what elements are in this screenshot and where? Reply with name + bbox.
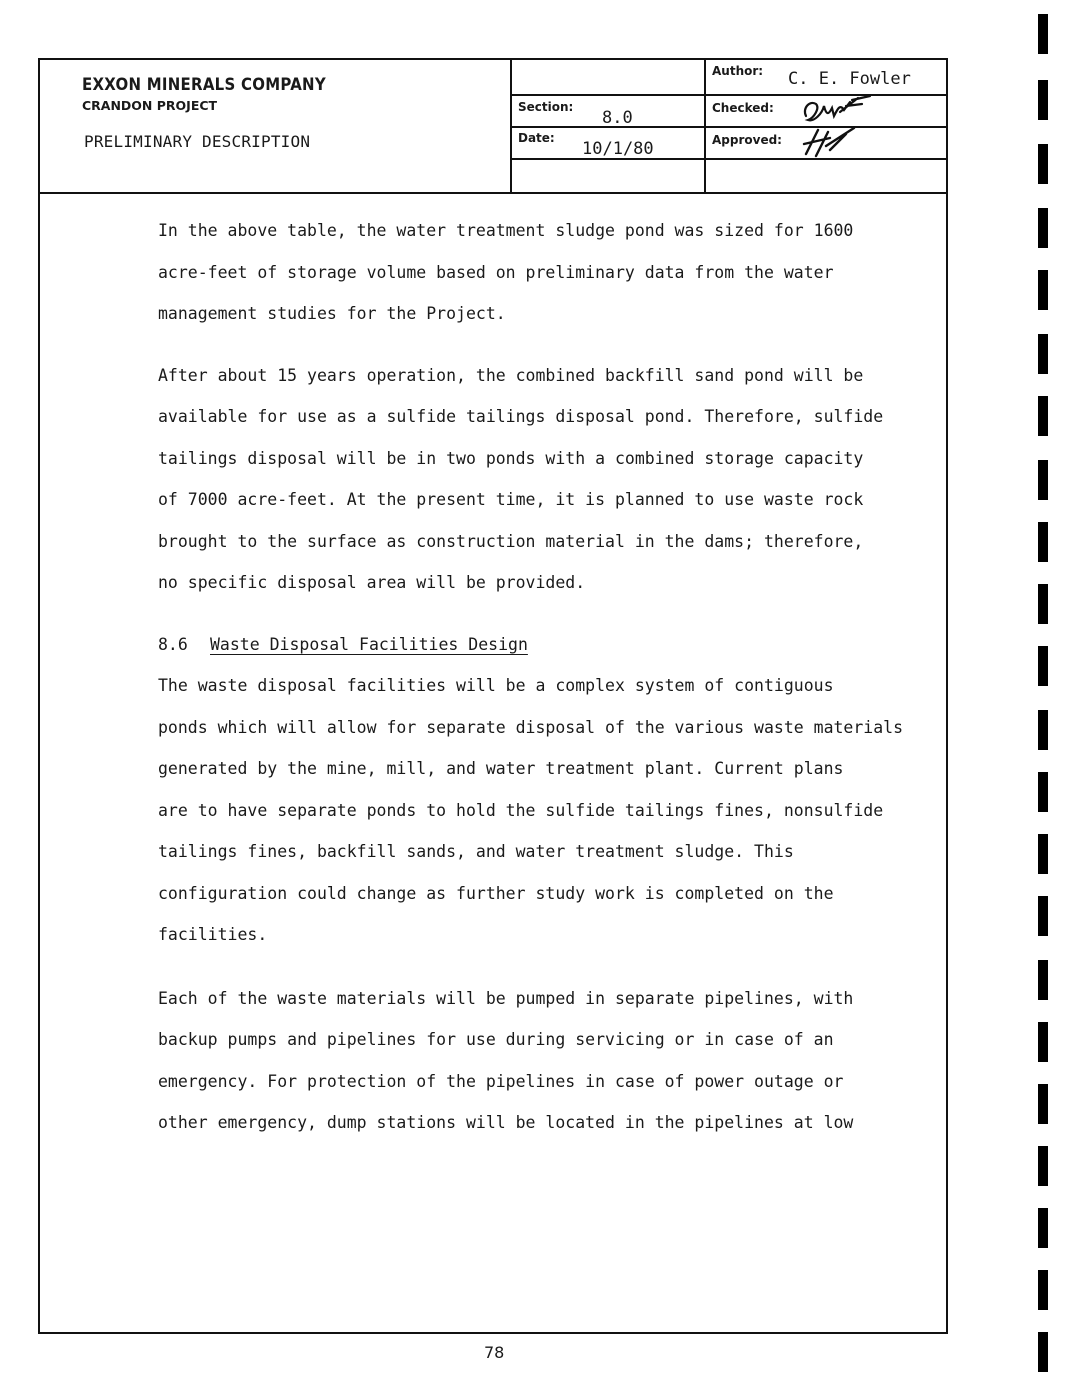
text-line: brought to the surface as construction material in the dams; therefore,	[158, 531, 864, 551]
checked-label: Checked:	[712, 101, 774, 115]
document-type: PRELIMINARY DESCRIPTION	[84, 132, 311, 151]
text-line: ponds which will allow for separate disposal of the various waste materials	[158, 717, 904, 737]
text-line: other emergency, dump stations will be located in the pipelines at low	[158, 1113, 854, 1132]
paragraph-pipelines	[158, 978, 948, 1144]
section-heading	[158, 624, 948, 666]
project-name: CRANDON PROJECT	[82, 98, 218, 113]
paragraph-sulfide-tailings	[158, 355, 948, 604]
author-value: C. E. Fowler	[788, 69, 911, 89]
text-line: facilities.	[158, 925, 268, 944]
text-line: available for use as a sulfide tailings disposal pond. Therefore, sulfide	[158, 407, 884, 426]
title-block-rule	[510, 126, 946, 128]
text-line: emergency. For protection of the pipelines in case of power outage or	[158, 1071, 844, 1091]
paragraph-sludge-pond	[158, 210, 948, 335]
document-body	[158, 210, 948, 1144]
page-frame	[38, 58, 948, 1334]
text-line: generated by the mine, mill, and water treatment plant. Current plans	[158, 759, 844, 778]
text-line: tailings disposal will be in two ponds with a combined storage capacity	[158, 448, 864, 468]
approved-signature	[800, 124, 860, 160]
text-line: are to have separate ponds to hold the sulfide tailings fines, nonsulfide	[158, 800, 884, 820]
text-line: Each of the waste materials will be pumped in separate pipelines, with	[158, 988, 854, 1008]
binding-holes	[1038, 14, 1052, 1374]
company-name: EXXON MINERALS COMPANY	[82, 75, 326, 95]
title-block	[40, 60, 946, 194]
text-line: tailings fines, backfill sands, and water treatment sludge. This	[158, 842, 794, 861]
text-line: configuration could change as further study work is completed on the	[158, 883, 834, 903]
text-line: After about 15 years operation, the combined backfill sand pond will be	[158, 365, 864, 385]
text-line: of 7000 acre-feet. At the present time, it is planned to use waste rock	[158, 490, 864, 509]
date-value: 10/1/80	[582, 139, 654, 159]
text-line: acre-feet of storage volume based on preliminary data from the water	[158, 262, 834, 282]
date-label: Date:	[518, 131, 555, 145]
text-line: The waste disposal facilities will be a complex system of contiguous	[158, 676, 834, 695]
paragraph-facilities	[158, 665, 948, 956]
page-number: 78	[484, 1343, 505, 1362]
section-number: 8.6	[158, 634, 188, 654]
text-line: management studies for the Project.	[158, 304, 506, 323]
text-line: backup pumps and pipelines for use during servicing or in case of an	[158, 1030, 834, 1049]
checked-signature	[800, 94, 880, 128]
text-line: In the above table, the water treatment sludge pond was sized for 1600	[158, 221, 854, 240]
section-label: Section:	[518, 100, 574, 114]
author-label: Author:	[712, 64, 764, 78]
approved-label: Approved:	[712, 133, 782, 147]
section-title: Waste Disposal Facilities Design	[210, 634, 528, 654]
section-value: 8.0	[602, 108, 633, 128]
title-block-rule	[510, 158, 946, 160]
text-line: no specific disposal area will be provided.	[158, 573, 586, 592]
title-block-rule	[510, 94, 946, 96]
